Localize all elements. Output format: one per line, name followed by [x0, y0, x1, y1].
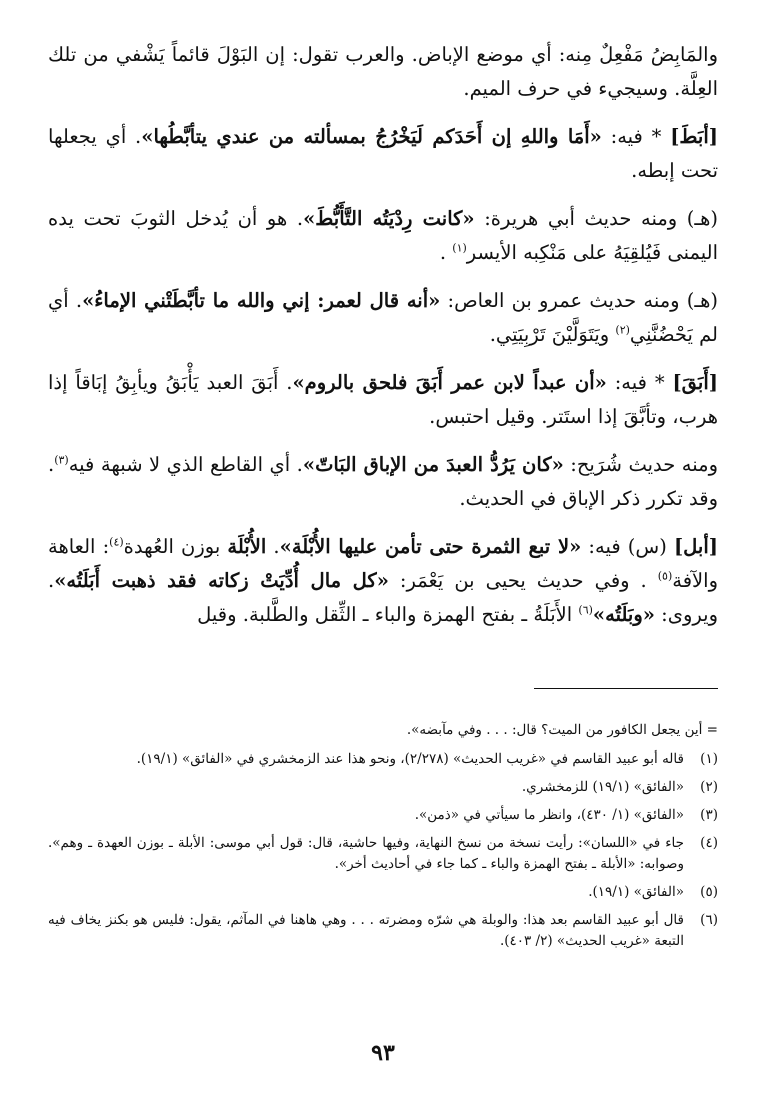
text-run: : العاهة والآفة [48, 535, 718, 592]
footnote-number: (٣) [700, 807, 718, 823]
paragraph [48, 38, 718, 106]
footnote-number: (٥) [700, 884, 718, 900]
paragraph [48, 366, 718, 434]
bold-text: [أبل] [673, 535, 719, 558]
text-run: * فيه: [606, 371, 673, 394]
footnote-ref: (١) [452, 241, 467, 255]
bold-text: «كانت رِدْيَتُه التَّأَبُّطَ» [303, 207, 475, 230]
footnote-divider [534, 688, 718, 689]
bold-text: «لا تبع الثمرة حتى تأمن عليها الأُبْلَة» [279, 535, 582, 558]
paragraph [48, 284, 718, 352]
footnote [48, 777, 718, 798]
footnote-ref: (٣) [54, 453, 69, 467]
footnote [48, 833, 718, 875]
paragraph [48, 202, 718, 270]
footnotes [48, 720, 718, 959]
text-run: . وفي حديث يحيى بن يَعْمَر: [388, 569, 658, 592]
text-run: (س) فيه: [581, 535, 674, 558]
text-run: . أي يجعلها تحت إبطه. [48, 125, 718, 182]
paragraph [48, 530, 718, 632]
bold-text: «كان يَرُدُّ العبدَ من الإباق البَاتّ» [302, 453, 564, 476]
footnote-ref: (٥) [657, 569, 673, 583]
paragraph [48, 448, 718, 516]
text-run: (هـ) ومنه حديث أبي هريرة: [474, 207, 718, 230]
footnote-text: «الفائق» (١٩/١). [588, 884, 684, 900]
bold-text: «أَمَا واللهِ إن أَحَدَكم لَيَخْرُجُ بمسألته من عندي يتأبَّطُها» [141, 125, 602, 148]
footnote-text: قاله أبو عبيد القاسم في «غريب الحديث» (٢/٢٧٨)، ونحو هذا عند الزمخشري في «الفائق» (١٩/١). [136, 751, 684, 767]
document-page [48, 38, 718, 1108]
footnote-text: «الفائق» (١٩/١) للزمخشري. [521, 779, 684, 795]
text-run: . ويروى: [48, 569, 718, 626]
text-run: . أَبَقَ العبد يَأْبَقُ ويأبِقُ إبَاقاً إذا هرب، وتأبَّقَ إذا استَتر. وقيل احتبس. [48, 371, 718, 428]
text-run: . أي القاطع الذي لا شبهة فيه [68, 453, 303, 476]
footnote-text: «الفائق» (١/ ٤٣٠)، وانظر ما سيأتي في «ذمن». [414, 807, 684, 823]
footnote-number: (١) [700, 751, 718, 767]
text-run: * فيه: [601, 125, 671, 148]
text-run: ومنه حديث شُرَيح: [563, 453, 718, 476]
footnote [48, 882, 718, 903]
bold-text: «كل مال أُدِّيَتْ زكاته فقد ذهبت أَبَلَتُه» [54, 569, 389, 592]
text-run: . [266, 535, 280, 558]
text-run: . [439, 241, 453, 264]
footnote-ref: (٤) [109, 535, 124, 549]
text-run: . أي لم يَحْضُنَّنِي [48, 289, 718, 346]
page-number: ٩٣ [371, 1040, 395, 1066]
bold-text: الأُبْلَة [227, 535, 267, 558]
bold-text: [أَبَقَ] [672, 371, 718, 394]
footnote-ref: (٦) [578, 603, 593, 617]
footnote [48, 749, 718, 770]
text-run: (هـ) ومنه حديث عمرو بن العاص: [440, 289, 718, 312]
footnote-continuation: = أين يجعل الكافور من الميت؟ قال: . . . وفي مآبضه». [406, 722, 718, 738]
footnote-list [48, 749, 718, 952]
footnote-ref: (٢) [615, 323, 630, 337]
bold-text: «وبَلَتُه» [592, 603, 655, 626]
main-text [48, 38, 718, 632]
bold-text: [أبَطَ] [670, 125, 718, 148]
text-run: . هو أن يُدخل الثوبَ تحت يده اليمنى فَيُلقِيَهُ على مَنْكِبه الأيسر [48, 207, 718, 264]
bold-text: «أن عبداً لابن عمر أَبَقَ فلحق بالروم» [292, 371, 607, 394]
bold-text: «أنه قال لعمر: إني والله ما تأبَّطَتْني الإماءُ» [82, 289, 441, 312]
footnote-number: (٤) [700, 835, 718, 851]
footnote-text: قال أبو عبيد القاسم بعد هذا: والوبلة هي شرّه ومضرته . . . وهي هاهنا في المآثم، يقول: فليس هو بكنز يخاف فيه التبعة «غريب الحديث» (٢/ ٤٠٣). [48, 912, 684, 949]
text-run: . وقد تكرر ذكر الإباق في الحديث. [48, 453, 718, 510]
paragraph [48, 120, 718, 188]
footnote [48, 910, 718, 952]
text-run: والمَابِضُ مَفْعِلٌ مِنه: أي موضع الإباض. والعرب تقول: إن البَوْلَ قائماً يَشْفي من تلك العِلَّة. وسيجيء في حرف الميم. [48, 43, 718, 100]
footnote [48, 805, 718, 826]
footnote-number: (٢) [700, 779, 718, 795]
text-run: ويَتَوَلَّيْنَ تَرْبِيَتِي. [489, 323, 616, 346]
footnote-number: (٦) [700, 912, 718, 928]
text-run: بوزن العُهدة [123, 535, 228, 558]
footnote-text: جاء في «اللسان»: رأيت نسخة من نسخ النهاية، وفيها حاشية، قال: قول أبي موسى: الأبلة ـ بوزن العهدة ـ وهم». وصوابه: «الأبلة ـ بفتح الهمزة والباء ـ كما جاء في أحاديث أخر». [48, 835, 684, 872]
text-run: الأَبَلَةُ ـ بفتح الهمزة والباء ـ الثِّقل والطَّلبة. وقيل [197, 603, 579, 626]
